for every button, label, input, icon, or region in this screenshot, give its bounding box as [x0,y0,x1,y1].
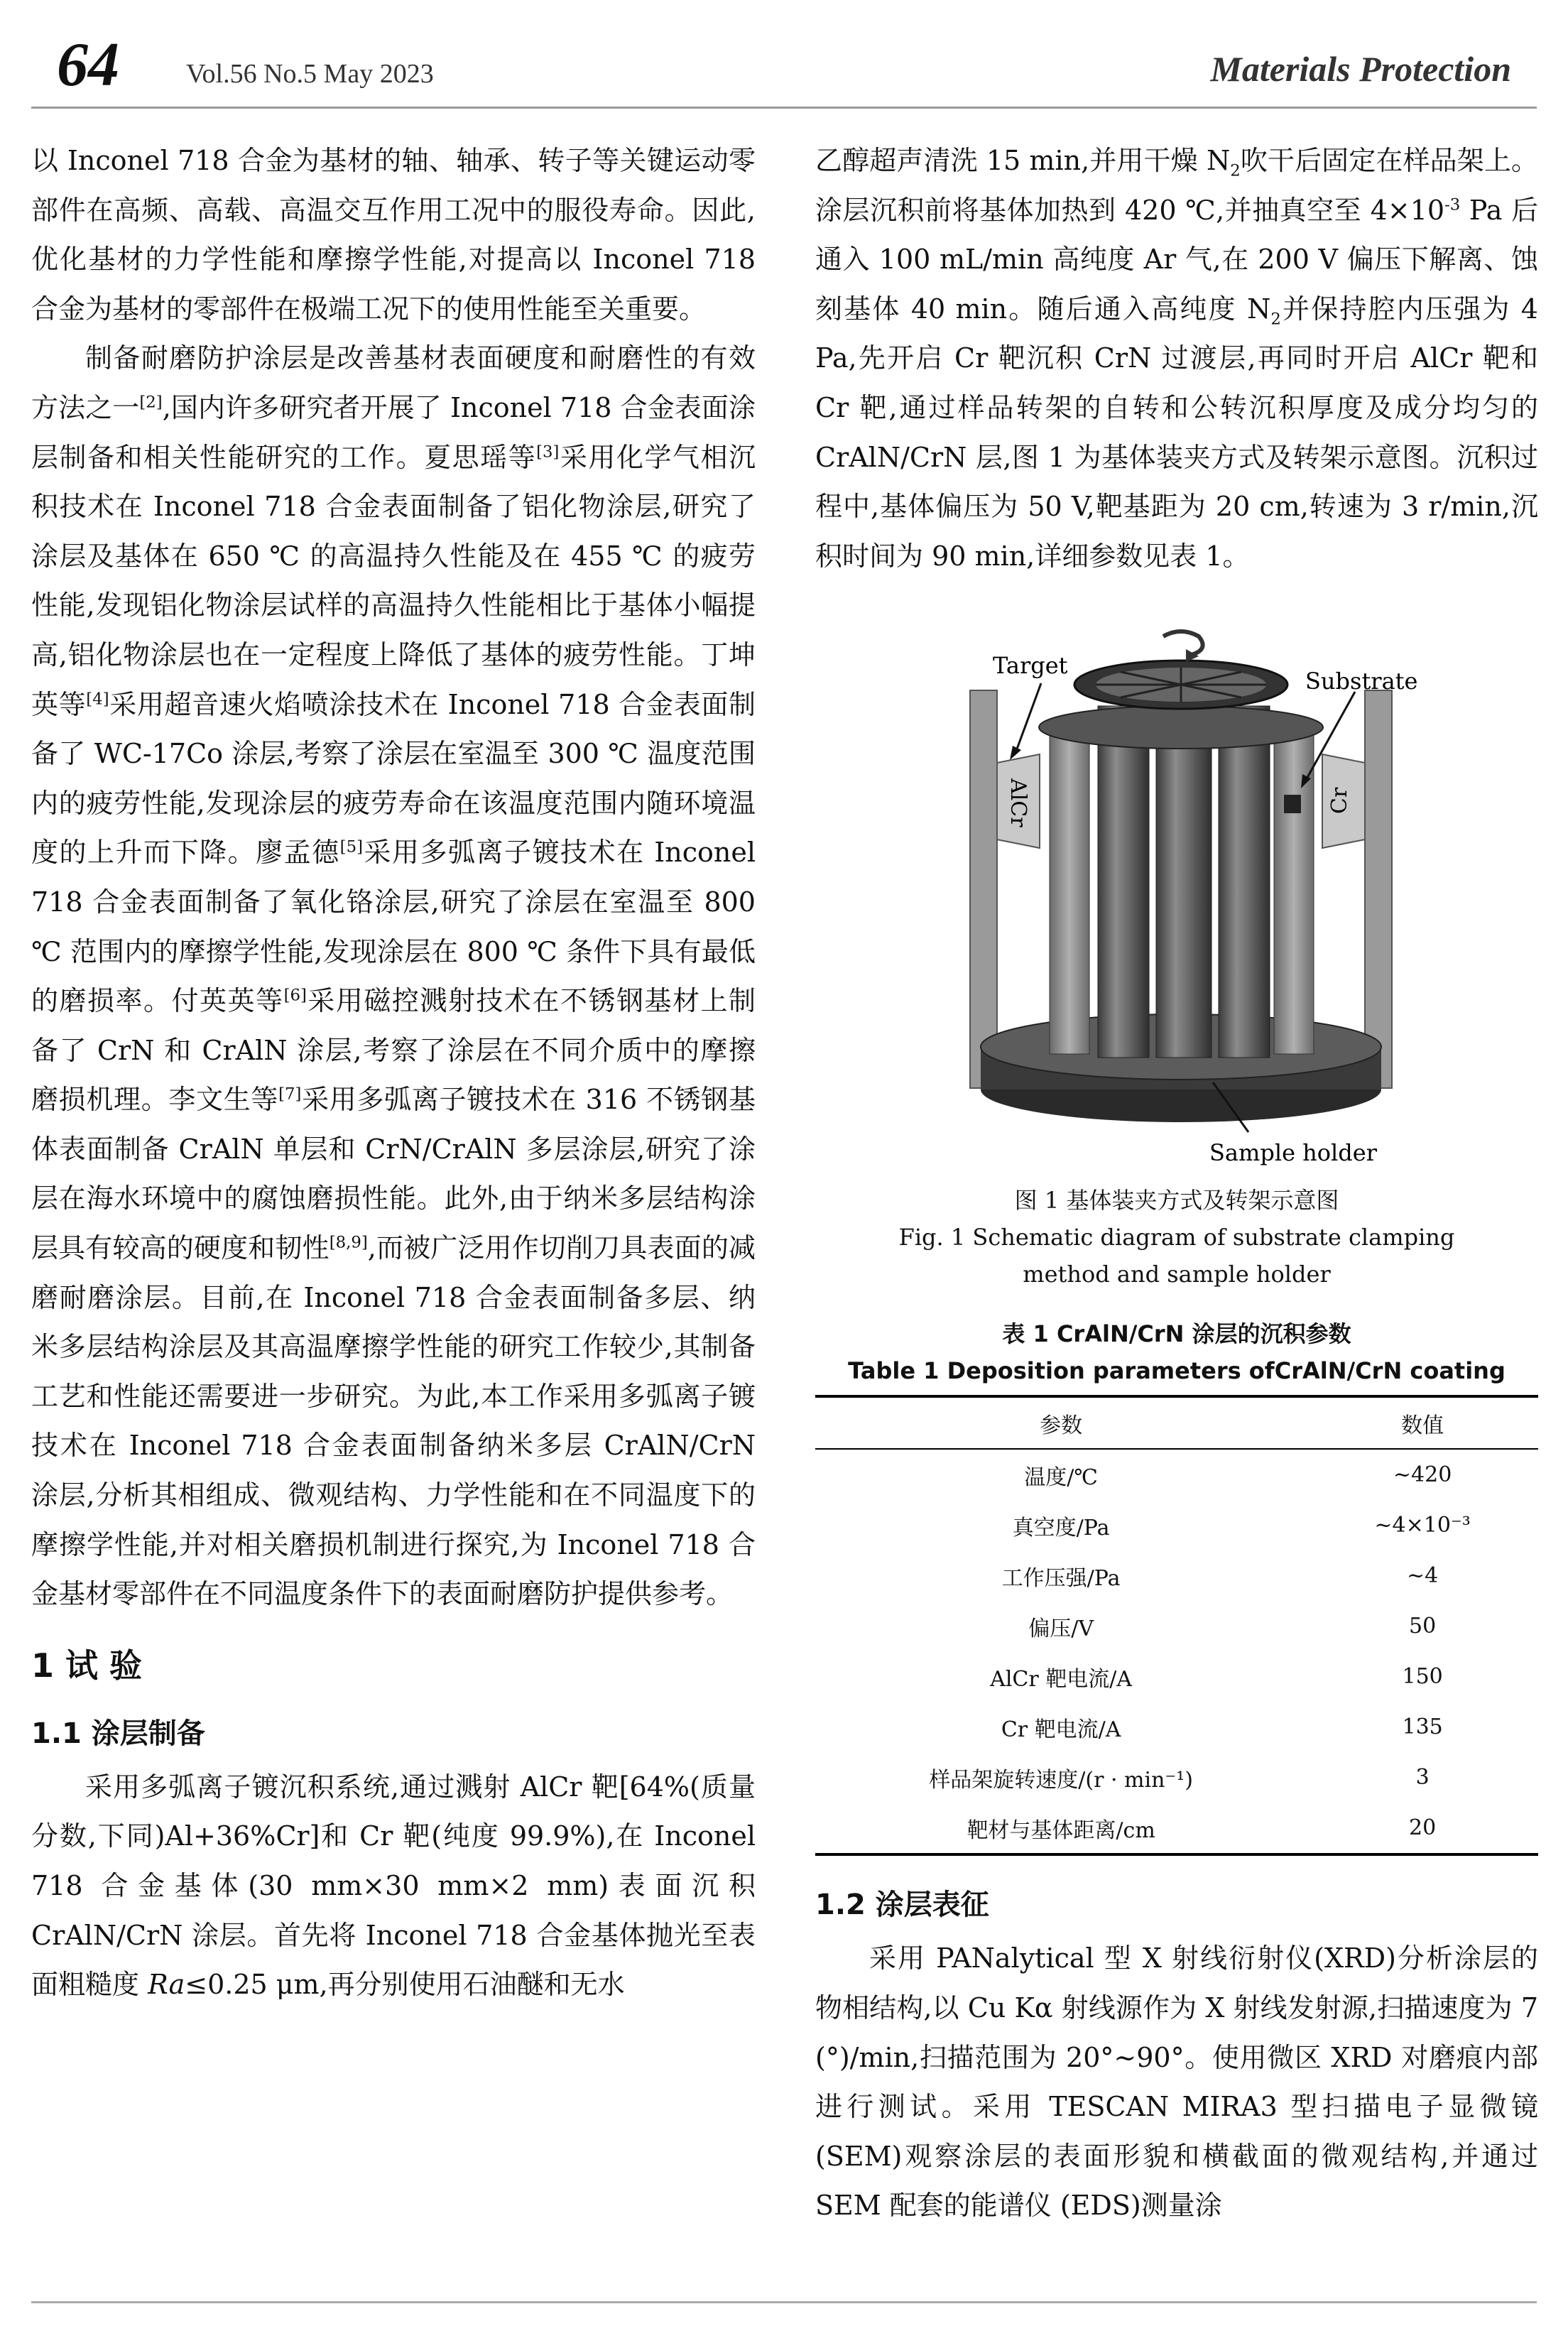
paragraph: 采用多弧离子镀沉积系统,通过溅射 AlCr 靶[64%(质量分数,下同)Al+36%Cr]和 Cr 靶(纯度 99.9%),在 Inconel 718 合金基体(30 mm×30 mm×2 mm)表面沉积 CrAlN/CrN 涂层。首先将 Inconel 718 合金基体抛光至表面粗糙度 Ra≤0.25 μm,再分别使用石油醚和无水 [31,1771,756,2001]
table-cell: Cr 靶电流/A [1001,1717,1121,1742]
target-label: Target [993,652,1068,680]
footer-divider [31,2301,1537,2303]
table-row [815,1752,1538,1803]
journal-title: Materials Protection [1210,49,1511,89]
table-cell: 工作压强/Pa [1001,1565,1121,1591]
table-caption-en: Table 1 Deposition parameters ofCrAlN/CrN coating [848,1357,1506,1385]
sample-holder-label: Sample holder [1209,1139,1377,1167]
right-column [815,136,1538,2231]
citation: [7] [278,1085,302,1104]
citation: [5] [339,837,363,857]
cr-target-label: Cr [1327,788,1352,815]
table-cell: 20 [1409,1815,1437,1841]
header-divider [31,107,1537,109]
left-column [31,136,756,2010]
table-cell: 50 [1409,1614,1437,1639]
figure-caption-en: Fig. 1 Schematic diagram of substrate clamping [898,1224,1455,1251]
paragraph: 乙醇超声清洗 15 min,并用干燥 $N_2$吹干后固定在样品架上。涂层沉积前将基体加热到 420 ℃,并抽真空至 $4\times 10^{-3}$ Pa 后通入 100 mL/min 高纯度 Ar 气,在 200 V 偏压下解离、蚀刻基体 40 min。随后通入高纯度 $N_2$并保持腔内压强为 4 Pa,先开启 Cr 靶沉积 CrN 过渡层,再同时开启 AlCr 靶和 Cr 靶,通过样品转架的自转和公转沉积厚度及成分均匀的 CrAlN/CrN 层,图 1 为基体装夹方式及转架示意图。沉积过程中,基体偏压为 50 V,靶基距为 20 cm,转速为 3 r/min,沉积时间为 90 min,详细参数见表 1。 [815,145,1538,572]
citation: [2] [139,393,163,412]
table-row [815,1803,1538,1854]
citation: [8,9] [329,1233,368,1252]
substrate-label: Substrate [1305,668,1418,695]
table-cell: 偏压/V [1028,1616,1094,1641]
subsection-heading: 1.1 涂层制备 [31,1717,205,1750]
table-row [815,1651,1538,1702]
subsection-heading: 1.2 涂层表征 [815,1889,989,1922]
table-cell: 温度/℃ [1024,1465,1098,1490]
table-header: 参数 [1040,1413,1083,1438]
table-row [815,1702,1538,1752]
table-cell: 150 [1402,1664,1443,1690]
table-header-row [815,1396,1538,1449]
table-caption-cn: 表 1 CrAlN/CrN 涂层的沉积参数 [1002,1320,1351,1348]
table-row [815,1601,1538,1651]
page-number: 64 [57,31,119,99]
table-cell: 样品架旋转速度/(r · min⁻¹) [929,1767,1193,1793]
table-cell: 135 [1402,1715,1443,1740]
figure-1 [815,621,1538,1182]
table-cell: ~4×10⁻³ [1374,1513,1471,1538]
paragraph: 采用 PANalytical 型 X 射线衍射仪(XRD)分析涂层的物相结构,以 Cu Kα 射线源作为 X 射线发射源,扫描速度为 7 (°)/min,扫描范围为 20°~90°。使用微区 XRD 对磨痕内部进行测试。采用 TESCAN MIRA3 型扫描电子显微镜(SEM)观察涂层的表面形貌和横截面的微观结构,并通过 SEM 配套的能谱仪 (EDS)测量涂 [815,1942,1538,2222]
sample-holder-diagram [815,621,1538,1182]
alcr-target-label: AlCr [1006,778,1030,827]
table-cell: 靶材与基体距离/cm [967,1817,1155,1843]
table-cell: AlCr 靶电流/A [990,1666,1133,1692]
paragraph: 制备耐磨防护涂层是改善基材表面硬度和耐磨性的有效方法之一[2],国内许多研究者开展了 Inconel 718 合金表面涂层制备和相关性能研究的工作。夏思瑶等[3]采用化学气相沉积技术在 Inconel 718 合金表面制备了铝化物涂层,研究了涂层及基体在 650 ℃ 的高温持久性能及在 455 ℃ 的疲劳性能,发现铝化物涂层试样的高温持久性能相比于基体小幅提高,铝化物涂层也在一定程度上降低了基体的疲劳性能。丁坤英等[4]采用超音速火焰喷涂技术在 Inconel 718 合金表面制备了 WC-17Co 涂层,考察了涂层在室温至 300 ℃ 温度范围内的疲劳性能,发现涂层的疲劳寿命在该温度范围内随环境温度的上升而下降。廖孟德[5]采用多弧离子镀技术在 Inconel 718 合金表面制备了氧化铬涂层,研究了涂层在室温至 800 ℃ 范围内的摩擦学性能,发现涂层在 800 ℃ 条件下具有最低的磨损率。付英英等[6]采用磁控溅射技术在不锈钢基材上制备了 CrN 和 CrAlN 涂层,考察了涂层在不同介质中的摩擦磨损机理。李文生等[7]采用多弧离子镀技术在 316 不锈钢基体表面制备 CrAlN 单层和 CrN/CrAlN 多层涂层,研究了涂层在海水环境中的腐蚀磨损性能。此外,由于纳米多层结构涂层具有较高的硬度和韧性[8,9],而被广泛用作切削刀具表面的减磨耐磨涂层。目前,在 Inconel 718 合金表面制备多层、纳米多层结构涂层及其高温摩擦学性能的研究工作较少,其制备工艺和性能还需要进一步研究。为此,本工作采用多弧离子镀技术在 Inconel 718 合金表面制备纳米多层 CrAlN/CrN 涂层,分析其相组成、微观结构、力学性能和在不同温度下的摩擦学性能,并对相关磨损机制进行探究,为 Inconel 718 合金基材零部件在不同温度条件下的表面耐磨防护提供参考。 [31,342,756,1610]
paragraph: 以 Inconel 718 合金为基材的轴、轴承、转子等关键运动零部件在高频、高载、高温交互作用工况中的服役寿命。因此,优化基材的力学性能和摩擦学性能,对提高以 Inconel 718 合金为基材的零部件在极端工况下的使用性能至关重要。 [31,145,756,325]
figure-caption-en-2: method and sample holder [1023,1261,1331,1288]
citation: [4] [86,689,109,708]
deposition-parameters-table [815,1395,1538,1856]
table-row [815,1550,1538,1601]
citation: [6] [283,986,307,1005]
table-header: 数值 [1401,1413,1444,1438]
table-row [815,1449,1538,1500]
table-cell: 真空度/Pa [1012,1515,1110,1541]
volume-info: Vol.56 No.5 May 2023 [186,59,434,89]
table-cell: ~4 [1407,1563,1439,1589]
figure-caption-cn: 图 1 基体装夹方式及转架示意图 [1014,1187,1339,1215]
table-cell: 3 [1415,1765,1430,1791]
section-heading: 1 试 验 [31,1646,143,1685]
citation: [3] [536,442,560,461]
table-row [815,1500,1538,1550]
table-cell: ~420 [1393,1462,1452,1488]
